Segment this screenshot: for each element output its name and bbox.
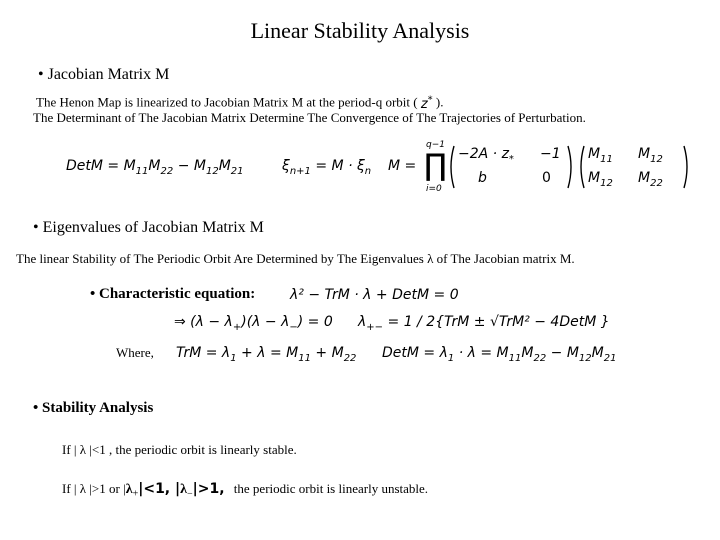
matrix1-b: −1 — [540, 146, 561, 162]
product-symbol: ∏ — [424, 148, 447, 183]
matrix1-c: b — [478, 170, 487, 186]
matrix2-c: $M_{12}$ — [588, 170, 613, 189]
unstable-condition-line: If | λ |>1 or $|\lambda_+|<1$, $|\lambda_-|>1$, the periodic orbit is linearly unstable. — [62, 481, 429, 500]
stable-condition-line: If | λ |<1 , the periodic orbit is linearly stable. — [62, 442, 297, 457]
det-eigen-equation: DetM = $\lambda_1 \cdot \lambda = M_{11}M_{22} - M_{12}M_{21}$ — [382, 345, 617, 364]
bullet-eigenvalues: • Eigenvalues of Jacobian Matrix M — [33, 219, 264, 236]
matrix2-a: $M_{11}$ — [588, 146, 613, 165]
characteristic-equation: λ² − TrM · λ + DetM = 0 — [290, 287, 459, 303]
matrix2-b: $M_{12}$ — [638, 146, 663, 165]
factor-equation: ⇒ $(\lambda - \lambda_+)(\lambda - \lambda_-) = 0$ — [174, 314, 333, 333]
detm-equation: DetM = $M_{11}M_{22} - M_{12}M_{21}$ — [66, 158, 244, 177]
product-upper-limit: q−1 — [426, 140, 445, 150]
xi-equation: $\xi_{n+1} = M \cdot \xi_n$ — [282, 158, 372, 177]
jacobian-matrix-1 — [446, 144, 576, 190]
henon-map-line — [36, 93, 444, 113]
m-product-label: M = — [388, 158, 417, 174]
z-star-symbol: z* — [420, 95, 433, 113]
determinant-line: The Determinant of The Jacobian Matrix Determine The Convergence of The Trajectories of Perturbation. — [33, 110, 586, 125]
where-label: Where, — [116, 345, 154, 360]
page-title: Linear Stability Analysis — [250, 18, 470, 43]
matrix2-d: $M_{22}$ — [638, 170, 663, 189]
henon-map-text: The Henon Map is linearized to Jacobian Matrix M at the period-q orbit ( — [36, 94, 418, 110]
matrix1-a: $-2A \cdot z_*$ — [458, 146, 514, 165]
eigenvalue-line: The linear Stability of The Periodic Orbit Are Determined by The Eigenvalues λ of The Jacobian matrix M. — [16, 251, 575, 266]
bullet-characteristic-equation: • Characteristic equation: — [90, 286, 256, 302]
henon-map-close: ). — [435, 94, 444, 110]
matrix1-d: 0 — [542, 170, 551, 186]
lambda-pm-equation: $\lambda_{+-} = 1 / 2\{TrM \pm √TrM^2$ − 4DetM } — [358, 314, 610, 333]
bullet-stability-analysis: • Stability Analysis — [33, 400, 154, 416]
bullet-jacobian-matrix: • Jacobian Matrix M — [38, 66, 170, 83]
trace-equation: TrM = $\lambda_1 + \lambda = M_{11} + M_{22}$ — [176, 345, 357, 364]
jacobian-matrix-2 — [578, 144, 698, 190]
product-lower-limit: i=0 — [426, 184, 442, 194]
